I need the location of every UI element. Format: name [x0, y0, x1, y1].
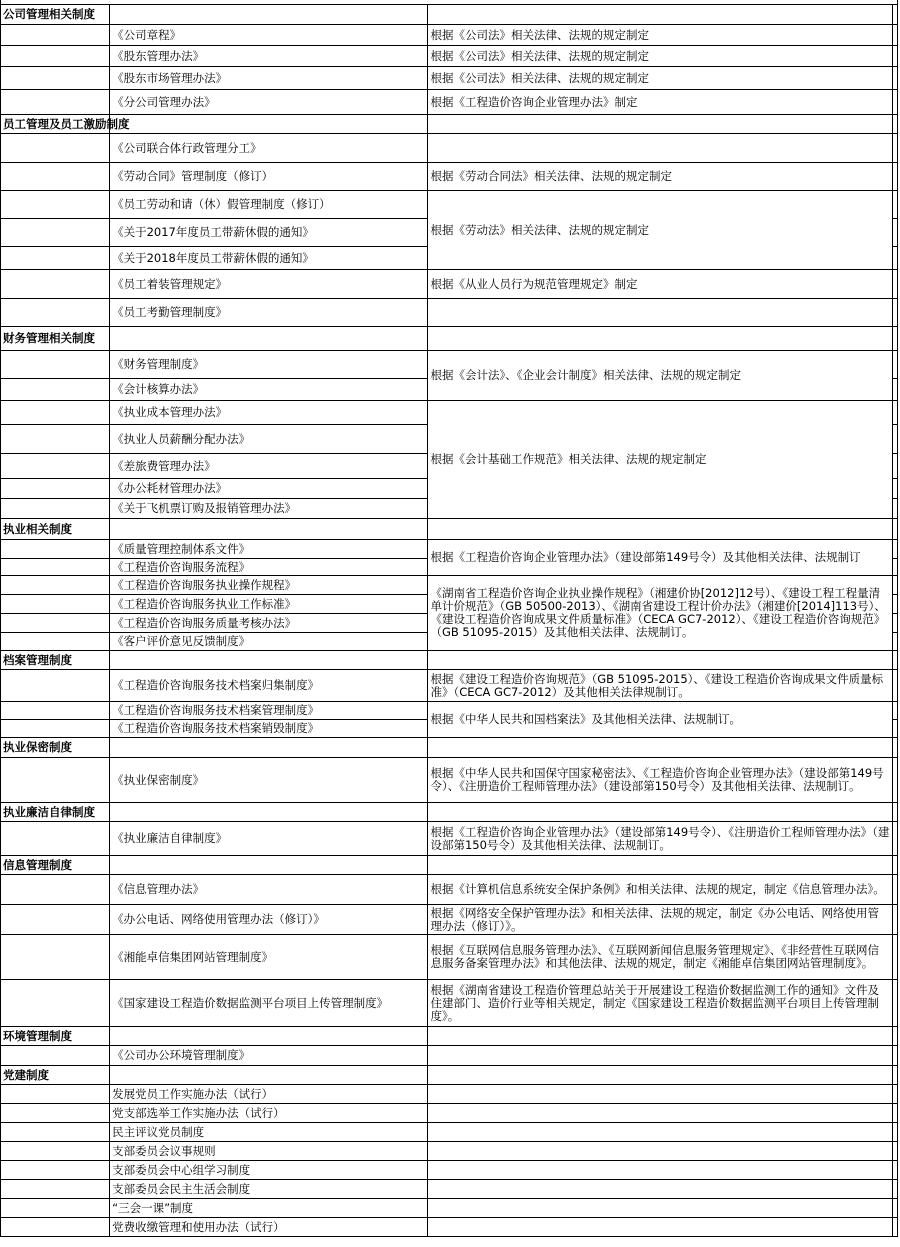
edge-cell[interactable]: [892, 425, 897, 454]
regulation-name[interactable]: 《员工着装管理规定》: [110, 270, 428, 299]
empty-cell[interactable]: [110, 803, 428, 822]
blank-cell[interactable]: [1, 425, 110, 454]
edge-cell[interactable]: [892, 670, 897, 702]
blank-cell[interactable]: [1, 351, 110, 379]
empty-cell[interactable]: [428, 519, 893, 540]
blank-cell[interactable]: [1, 1218, 110, 1237]
edge-cell[interactable]: [892, 1085, 897, 1104]
blank-cell[interactable]: [1, 1161, 110, 1180]
edge-cell[interactable]: [892, 1161, 897, 1180]
regulation-name[interactable]: 《工程造价咨询服务技术档案管理制度》: [110, 702, 428, 720]
table-row: [1, 270, 898, 299]
blank-cell[interactable]: [1, 270, 110, 299]
regulation-basis[interactable]: [428, 1046, 893, 1066]
edge-cell[interactable]: [892, 1218, 897, 1237]
regulation-name[interactable]: 《工程造价咨询服务质量考核办法》: [110, 614, 428, 633]
table-row: [1, 1161, 898, 1180]
table-row: [1, 980, 898, 1027]
regulation-name[interactable]: 《办公电话、网络使用管理办法（修订）》: [110, 905, 428, 935]
section-header-row: [1, 519, 898, 540]
blank-cell[interactable]: [1, 247, 110, 270]
blank-cell[interactable]: [1, 67, 110, 90]
regulation-basis[interactable]: 根据《会计基础工作规范》相关法律、法规的规定制定: [428, 401, 893, 519]
edge-cell[interactable]: [892, 519, 897, 540]
edge-cell[interactable]: [892, 1142, 897, 1161]
table-row: [1, 905, 898, 935]
regulation-name[interactable]: “三会一课”制度: [110, 1199, 428, 1218]
regulation-basis[interactable]: 根据《劳动法》相关法律、法规的规定制定: [428, 191, 893, 270]
blank-cell[interactable]: [1, 479, 110, 499]
table-row: [1, 1046, 898, 1066]
section-header-row: [1, 738, 898, 758]
blank-cell[interactable]: [1, 499, 110, 519]
section-title[interactable]: 党建制度: [1, 1066, 110, 1085]
blank-cell[interactable]: [1, 1142, 110, 1161]
blank-cell[interactable]: [1, 1180, 110, 1199]
blank-cell[interactable]: [1, 633, 110, 651]
regulation-basis[interactable]: [428, 1142, 893, 1161]
section-title[interactable]: 员工管理及员工激励制度: [1, 115, 110, 134]
edge-cell[interactable]: [892, 856, 897, 875]
table-row: [1, 670, 898, 702]
edge-cell[interactable]: [892, 46, 897, 67]
regulation-name[interactable]: 《工程造价咨询服务执业操作规程》: [110, 576, 428, 595]
blank-cell[interactable]: [1, 1085, 110, 1104]
edge-cell[interactable]: [892, 5, 897, 25]
regulation-name[interactable]: 《湘能卓信集团网站管理制度》: [110, 935, 428, 980]
blank-cell[interactable]: [1, 163, 110, 191]
edge-cell[interactable]: [892, 1066, 897, 1085]
regulation-name[interactable]: 《财务管理制度》: [110, 351, 428, 379]
table-row: [1, 822, 898, 856]
edge-cell[interactable]: [892, 351, 897, 379]
edge-cell[interactable]: [892, 479, 897, 499]
regulation-name[interactable]: 支部委员会民主生活会制度: [110, 1180, 428, 1199]
regulation-basis[interactable]: [428, 299, 893, 327]
regulation-name[interactable]: 支部委员会中心组学习制度: [110, 1161, 428, 1180]
section-title[interactable]: 财务管理相关制度: [1, 327, 110, 351]
edge-cell[interactable]: [892, 25, 897, 46]
blank-cell[interactable]: [1, 46, 110, 67]
regulation-name[interactable]: 《差旅费管理办法》: [110, 454, 428, 479]
regulation-name[interactable]: 《信息管理办法》: [110, 875, 428, 905]
blank-cell[interactable]: [1, 720, 110, 738]
regulation-name[interactable]: 《工程造价咨询服务技术档案销毁制度》: [110, 720, 428, 738]
empty-cell[interactable]: [110, 856, 428, 875]
edge-cell[interactable]: [892, 1046, 897, 1066]
regulation-name[interactable]: 《执业保密制度》: [110, 758, 428, 803]
edge-cell[interactable]: [892, 1180, 897, 1199]
table-row: [1, 935, 898, 980]
edge-cell[interactable]: [892, 1027, 897, 1046]
blank-cell[interactable]: [1, 980, 110, 1027]
section-title[interactable]: 档案管理制度: [1, 651, 110, 670]
regulation-name[interactable]: 《劳动合同》管理制度（修订）: [110, 163, 428, 191]
table-row: [1, 191, 898, 219]
edge-cell[interactable]: [892, 540, 897, 559]
blank-cell[interactable]: [1, 540, 110, 559]
regulation-basis[interactable]: [428, 1180, 893, 1199]
blank-cell[interactable]: [1, 935, 110, 980]
table-row: [1, 351, 898, 379]
edge-cell[interactable]: [892, 905, 897, 935]
edge-cell[interactable]: [892, 270, 897, 299]
regulation-name[interactable]: 《公司联合体行政管理分工》: [110, 134, 428, 163]
regulation-name[interactable]: 《公司章程》: [110, 25, 428, 46]
regulation-basis[interactable]: 根据《工程造价咨询企业管理办法》制定: [428, 90, 893, 115]
empty-cell[interactable]: [110, 1066, 428, 1085]
section-header-row: [1, 651, 898, 670]
empty-cell[interactable]: [428, 1066, 893, 1085]
table-row: [1, 299, 898, 327]
empty-cell[interactable]: [428, 856, 893, 875]
edge-cell[interactable]: [892, 499, 897, 519]
empty-cell[interactable]: [428, 115, 893, 134]
empty-cell[interactable]: [428, 327, 893, 351]
regulation-name[interactable]: 《执业人员薪酬分配办法》: [110, 425, 428, 454]
blank-cell[interactable]: [1, 1104, 110, 1123]
regulation-name[interactable]: 《员工考勤管理制度》: [110, 299, 428, 327]
blank-cell[interactable]: [1, 191, 110, 219]
regulation-basis[interactable]: [428, 1218, 893, 1237]
edge-cell[interactable]: [892, 327, 897, 351]
regulation-basis[interactable]: 根据《建设工程造价咨询规范》（GB 51095-2015）、《建设工程造价咨询成果文件质量标准》（CECA GC7-2012）及其他相关法律规制订。: [428, 670, 893, 702]
empty-cell[interactable]: [428, 5, 893, 25]
regulation-name[interactable]: 发展党员工作实施办法（试行）: [110, 1085, 428, 1104]
empty-cell[interactable]: [110, 115, 428, 134]
blank-cell[interactable]: [1, 576, 110, 595]
regulation-basis[interactable]: 根据《互联网信息服务管理办法》、《互联网新闻信息服务管理规定》、《非经营性互联网信息服务备案管理办法》和其他法律、法规的规定，制定《湘能卓信集团网站管理制度》。: [428, 935, 893, 980]
edge-cell[interactable]: [892, 90, 897, 115]
table-row: [1, 1104, 898, 1123]
edge-cell[interactable]: [892, 576, 897, 595]
regulation-name[interactable]: 《关于飞机票订购及报销管理办法》: [110, 499, 428, 519]
regulation-name[interactable]: 《质量管理控制体系文件》: [110, 540, 428, 559]
regulation-basis[interactable]: [428, 1199, 893, 1218]
edge-cell[interactable]: [892, 633, 897, 651]
edge-cell[interactable]: [892, 738, 897, 758]
regulation-name[interactable]: 《分公司管理办法》: [110, 90, 428, 115]
regulation-basis[interactable]: 根据《网络安全保护管理办法》和相关法律、法规的规定，制定《办公电话、网络使用管理办法（修订）》。: [428, 905, 893, 935]
regulation-name[interactable]: 《执业成本管理办法》: [110, 401, 428, 425]
section-header-row: [1, 803, 898, 822]
table-row: [1, 875, 898, 905]
regulations-table: [0, 4, 898, 1237]
regulation-basis[interactable]: 根据《从业人员行为规范管理规定》制定: [428, 270, 893, 299]
blank-cell[interactable]: [1, 595, 110, 614]
edge-cell[interactable]: [892, 67, 897, 90]
regulation-name[interactable]: 《关于2017年度员工带薪休假的通知》: [110, 219, 428, 247]
edge-cell[interactable]: [892, 595, 897, 614]
blank-cell[interactable]: [1, 90, 110, 115]
section-title[interactable]: 信息管理制度: [1, 856, 110, 875]
blank-cell[interactable]: [1, 905, 110, 935]
section-title[interactable]: 公司管理相关制度: [1, 5, 110, 25]
regulation-basis[interactable]: 根据《计算机信息系统安全保护条例》和相关法律、法规的规定，制定《信息管理办法》。: [428, 875, 893, 905]
regulation-name[interactable]: 《员工劳动和请（休）假管理制度（修订）: [110, 191, 428, 219]
edge-cell[interactable]: [892, 454, 897, 479]
edge-cell[interactable]: [892, 379, 897, 401]
table-row: [1, 67, 898, 90]
blank-cell[interactable]: [1, 758, 110, 803]
regulation-basis[interactable]: 根据《工程造价咨询企业管理办法》（建设部第149号令）、《注册造价工程师管理办法》（建设部第150号令）及其他相关法律、法规制订。: [428, 822, 893, 856]
table-row: [1, 1218, 898, 1237]
regulation-basis[interactable]: 根据《工程造价咨询企业管理办法》（建设部第149号令）及其他相关法律、法规制订: [428, 540, 893, 576]
blank-cell[interactable]: [1, 1199, 110, 1218]
edge-cell[interactable]: [892, 702, 897, 720]
empty-cell[interactable]: [428, 738, 893, 758]
regulation-name[interactable]: 《工程造价咨询服务技术档案归集制度》: [110, 670, 428, 702]
regulation-basis[interactable]: 根据《湖南省建设工程造价管理总站关于开展建设工程造价数据监测工作的通知》文件及住建部门、造价行业等相关规定，制定《国家建设工程造价数据监测平台项目上传管理制度》。: [428, 980, 893, 1027]
regulation-name[interactable]: 《股东管理办法》: [110, 46, 428, 67]
regulation-basis[interactable]: 《湖南省工程造价咨询企业执业操作规程》（湘建价协[2012]12号）、《建设工程工程量清单计价规范》（GB 50500-2013）、《湖南省建设工程计价办法》（湘建价[2014]113号）、《建设工程造价咨询成果文件质量标准》（CECA GC7-2012）、《建设工程造价咨询规范》（GB 51095-2015）及其他相关法律、法规制订。: [428, 576, 893, 651]
section-title[interactable]: 执业廉洁自律制度: [1, 803, 110, 822]
blank-cell[interactable]: [1, 559, 110, 576]
section-title[interactable]: 环境管理制度: [1, 1027, 110, 1046]
table-row: [1, 702, 898, 720]
edge-cell[interactable]: [892, 115, 897, 134]
regulation-name[interactable]: 党支部选举工作实施办法（试行）: [110, 1104, 428, 1123]
blank-cell[interactable]: [1, 875, 110, 905]
blank-cell[interactable]: [1, 670, 110, 702]
regulation-name[interactable]: 《工程造价咨询服务执业工作标准》: [110, 595, 428, 614]
blank-cell[interactable]: [1, 219, 110, 247]
regulation-name[interactable]: 民主评议党员制度: [110, 1123, 428, 1142]
edge-cell[interactable]: [892, 1123, 897, 1142]
edge-cell[interactable]: [892, 614, 897, 633]
empty-cell[interactable]: [110, 5, 428, 25]
table-row: [1, 1180, 898, 1199]
regulation-name[interactable]: 《工程造价咨询服务流程》: [110, 559, 428, 576]
edge-cell[interactable]: [892, 651, 897, 670]
table-row: [1, 25, 898, 46]
regulation-basis[interactable]: [428, 1123, 893, 1142]
table-row: [1, 1199, 898, 1218]
blank-cell[interactable]: [1, 822, 110, 856]
regulation-name[interactable]: 《执业廉洁自律制度》: [110, 822, 428, 856]
regulation-basis[interactable]: 根据《会计法》、《企业会计制度》相关法律、法规的规定制定: [428, 351, 893, 401]
edge-cell[interactable]: [892, 875, 897, 905]
edge-cell[interactable]: [892, 299, 897, 327]
empty-cell[interactable]: [110, 1027, 428, 1046]
empty-cell[interactable]: [110, 738, 428, 758]
empty-cell[interactable]: [428, 1027, 893, 1046]
table-row: [1, 758, 898, 803]
regulation-basis[interactable]: 根据《中华人民共和国保守国家秘密法》、《工程造价咨询企业管理办法》（建设部第149号令）、《注册造价工程师管理办法》（建设部第150号令）及其他相关法律、法规制订。: [428, 758, 893, 803]
table-row: [1, 540, 898, 559]
regulation-name[interactable]: 《会计核算办法》: [110, 379, 428, 401]
section-header-row: [1, 1027, 898, 1046]
regulation-basis[interactable]: 根据《公司法》相关法律、法规的规定制定: [428, 67, 893, 90]
empty-cell[interactable]: [110, 327, 428, 351]
edge-cell[interactable]: [892, 1199, 897, 1218]
table-row: [1, 90, 898, 115]
blank-cell[interactable]: [1, 401, 110, 425]
table-row: [1, 401, 898, 425]
regulation-basis[interactable]: 根据《劳动合同法》相关法律、法规的规定制定: [428, 163, 893, 191]
table-row: [1, 163, 898, 191]
regulation-name[interactable]: 支部委员会议事规则: [110, 1142, 428, 1161]
table-row: [1, 134, 898, 163]
section-header-row: [1, 327, 898, 351]
blank-cell[interactable]: [1, 1123, 110, 1142]
edge-cell[interactable]: [892, 191, 897, 219]
section-header-row: [1, 856, 898, 875]
regulation-name[interactable]: 《办公耗材管理办法》: [110, 479, 428, 499]
section-header-row: [1, 1066, 898, 1085]
edge-cell[interactable]: [892, 822, 897, 856]
empty-cell[interactable]: [428, 651, 893, 670]
regulation-name[interactable]: 《公司办公环境管理制度》: [110, 1046, 428, 1066]
regulation-name[interactable]: 党费收缴管理和使用办法（试行）: [110, 1218, 428, 1237]
blank-cell[interactable]: [1, 1046, 110, 1066]
regulation-basis[interactable]: 根据《中华人民共和国档案法》及其他相关法律、法规制订。: [428, 702, 893, 738]
regulation-basis[interactable]: [428, 1161, 893, 1180]
regulation-basis[interactable]: 根据《公司法》相关法律、法规的规定制定: [428, 25, 893, 46]
edge-cell[interactable]: [892, 758, 897, 803]
edge-cell[interactable]: [892, 247, 897, 270]
regulation-name[interactable]: 《客户评价意见反馈制度》: [110, 633, 428, 651]
blank-cell[interactable]: [1, 299, 110, 327]
blank-cell[interactable]: [1, 134, 110, 163]
regulation-basis[interactable]: [428, 1104, 893, 1123]
blank-cell[interactable]: [1, 379, 110, 401]
section-title[interactable]: 执业相关制度: [1, 519, 110, 540]
edge-cell[interactable]: [892, 163, 897, 191]
regulation-basis[interactable]: 根据《公司法》相关法律、法规的规定制定: [428, 46, 893, 67]
edge-cell[interactable]: [892, 401, 897, 425]
regulation-name[interactable]: 《国家建设工程造价数据监测平台项目上传管理制度》: [110, 980, 428, 1027]
regulation-basis[interactable]: [428, 134, 893, 163]
edge-cell[interactable]: [892, 1104, 897, 1123]
table-row: [1, 46, 898, 67]
edge-cell[interactable]: [892, 219, 897, 247]
table-row: [1, 1123, 898, 1142]
section-title[interactable]: 执业保密制度: [1, 738, 110, 758]
empty-cell[interactable]: [428, 803, 893, 822]
blank-cell[interactable]: [1, 614, 110, 633]
section-header-row: [1, 5, 898, 25]
table-row: [1, 576, 898, 595]
edge-cell[interactable]: [892, 980, 897, 1027]
blank-cell[interactable]: [1, 454, 110, 479]
blank-cell[interactable]: [1, 702, 110, 720]
edge-cell[interactable]: [892, 134, 897, 163]
table-row: [1, 1085, 898, 1104]
blank-cell[interactable]: [1, 25, 110, 46]
empty-cell[interactable]: [110, 651, 428, 670]
edge-cell[interactable]: [892, 720, 897, 738]
edge-cell[interactable]: [892, 935, 897, 980]
section-header-row: [1, 115, 898, 134]
table-row: [1, 1142, 898, 1161]
edge-cell[interactable]: [892, 803, 897, 822]
regulation-name[interactable]: 《股东市场管理办法》: [110, 67, 428, 90]
regulation-basis[interactable]: [428, 1085, 893, 1104]
edge-cell[interactable]: [892, 559, 897, 576]
regulation-name[interactable]: 《关于2018年度员工带薪休假的通知》: [110, 247, 428, 270]
empty-cell[interactable]: [110, 519, 428, 540]
